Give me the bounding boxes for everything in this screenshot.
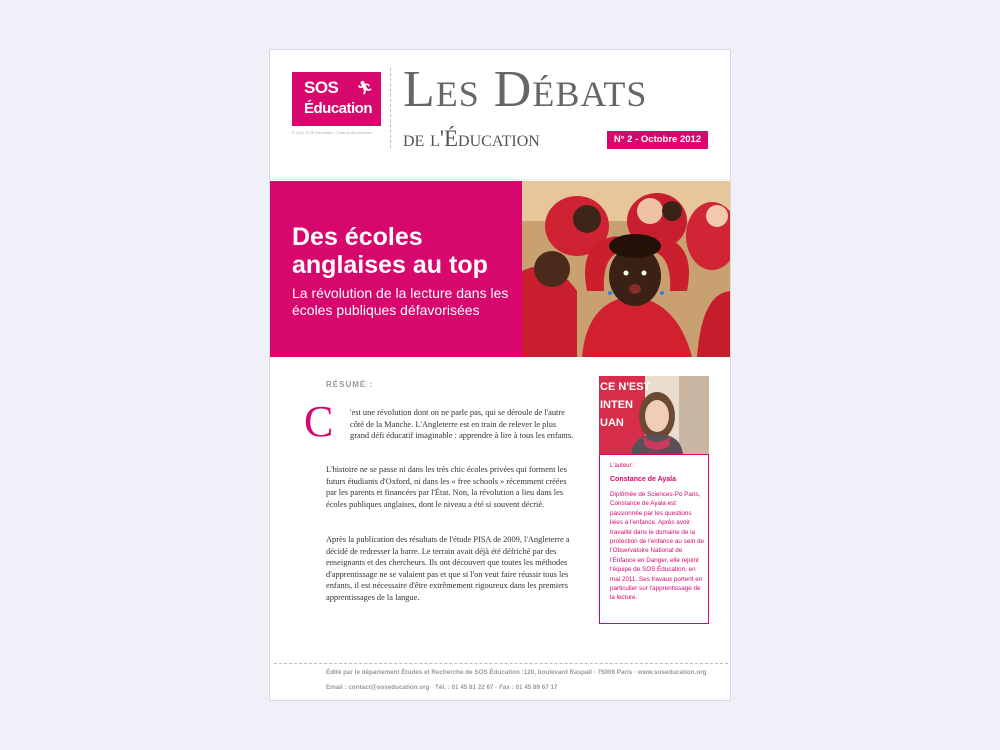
logo-line1: SOS [304,78,339,97]
author-bio: Diplômée de Sciences-Po Paris, Constance de Ayala est passionnée par les questions liées à l'enfance. Après avoir travaillé dans le domaine de la protection de l'enfance au sein de l'Observatoire National de l'Enfance en Danger, elle rejoint l'équipe de SOS Éducation, en mai 2011. Ses travaux portent en particulier sur l'apprentissage de la lecture. [610,491,704,602]
svg-text:CE N'EST: CE N'EST [600,381,651,393]
summary-paragraph-3: Après la publication des résultats de l'étude PISA de 2009, l'Angleterre a décidé de redresser la barre. Le terrain avait déjà été défriché par des enseignants et des chercheurs. Ils ont découvert que toutes les méthodes d'apprentissage ne se valaient pas et que si l'on veut faire réussir tous les enfants, il est nécessaire d'être extrêmement rigoureux dans les premiers apprentissages de la langue. [326,535,570,602]
running-figure-icon: 🏃︎ [356,80,373,95]
copyright-note: © 2011 SOS Éducation - Tous droits réservés [292,130,373,135]
footer-rule [274,663,728,664]
drop-cap: C [304,397,334,446]
masthead-divider [390,68,391,148]
masthead-subtitle: de l'Éducation [403,126,540,151]
sos-education-logo [292,72,381,126]
author-label: L'auteur : [610,463,635,469]
header-rule [270,179,731,180]
svg-text:INTEN: INTEN [600,399,633,411]
schoolchildren-photo [522,181,731,357]
author-box [599,454,709,624]
headline: Des écoles anglaises au top [292,223,488,279]
subheadline: La révolution de la lecture dans les écoles publiques défavorisées [292,285,509,318]
issue-badge: N° 2 - Octobre 2012 [607,131,708,149]
document-page [269,49,731,701]
author-photo [599,376,709,455]
footer-contact: Email : contact@soseducation.org · Tél. : 01 45 81 22 67 · Fax : 01 45 89 67 17 [326,684,558,691]
summary-label: RÉSUMÉ : [326,380,374,389]
masthead-title: Les Débats [403,61,648,118]
author-name: Constance de Ayala [610,476,677,483]
svg-text:UAN: UAN [600,417,624,429]
summary-paragraph-1: 'est une révolution dont on ne parle pas, qui se déroule de l'autre côté de la Manche. L'Angleterre est en train de relever le plus grand défi éducatif imaginable : apprendre à lire à tous les enfants. [350,408,574,441]
summary-paragraph-2: L'histoire ne se passe ni dans les très chic écoles privées qui forment les futurs étudiants d'Oxford, ni dans les « free schools » récemment créées par les parents et financées par l'État. Non, la révolution a lieu dans les écoles publiques anglaises, dont le niveau a été si souvent décrié. [326,465,567,509]
footer-address: Édité par le département Études et Recherche de SOS Éducation :120, boulevard Raspail · 75006 Paris · www.soseducation.org [326,669,707,676]
headline-banner [270,181,522,357]
logo-line2: Éducation [304,100,373,117]
